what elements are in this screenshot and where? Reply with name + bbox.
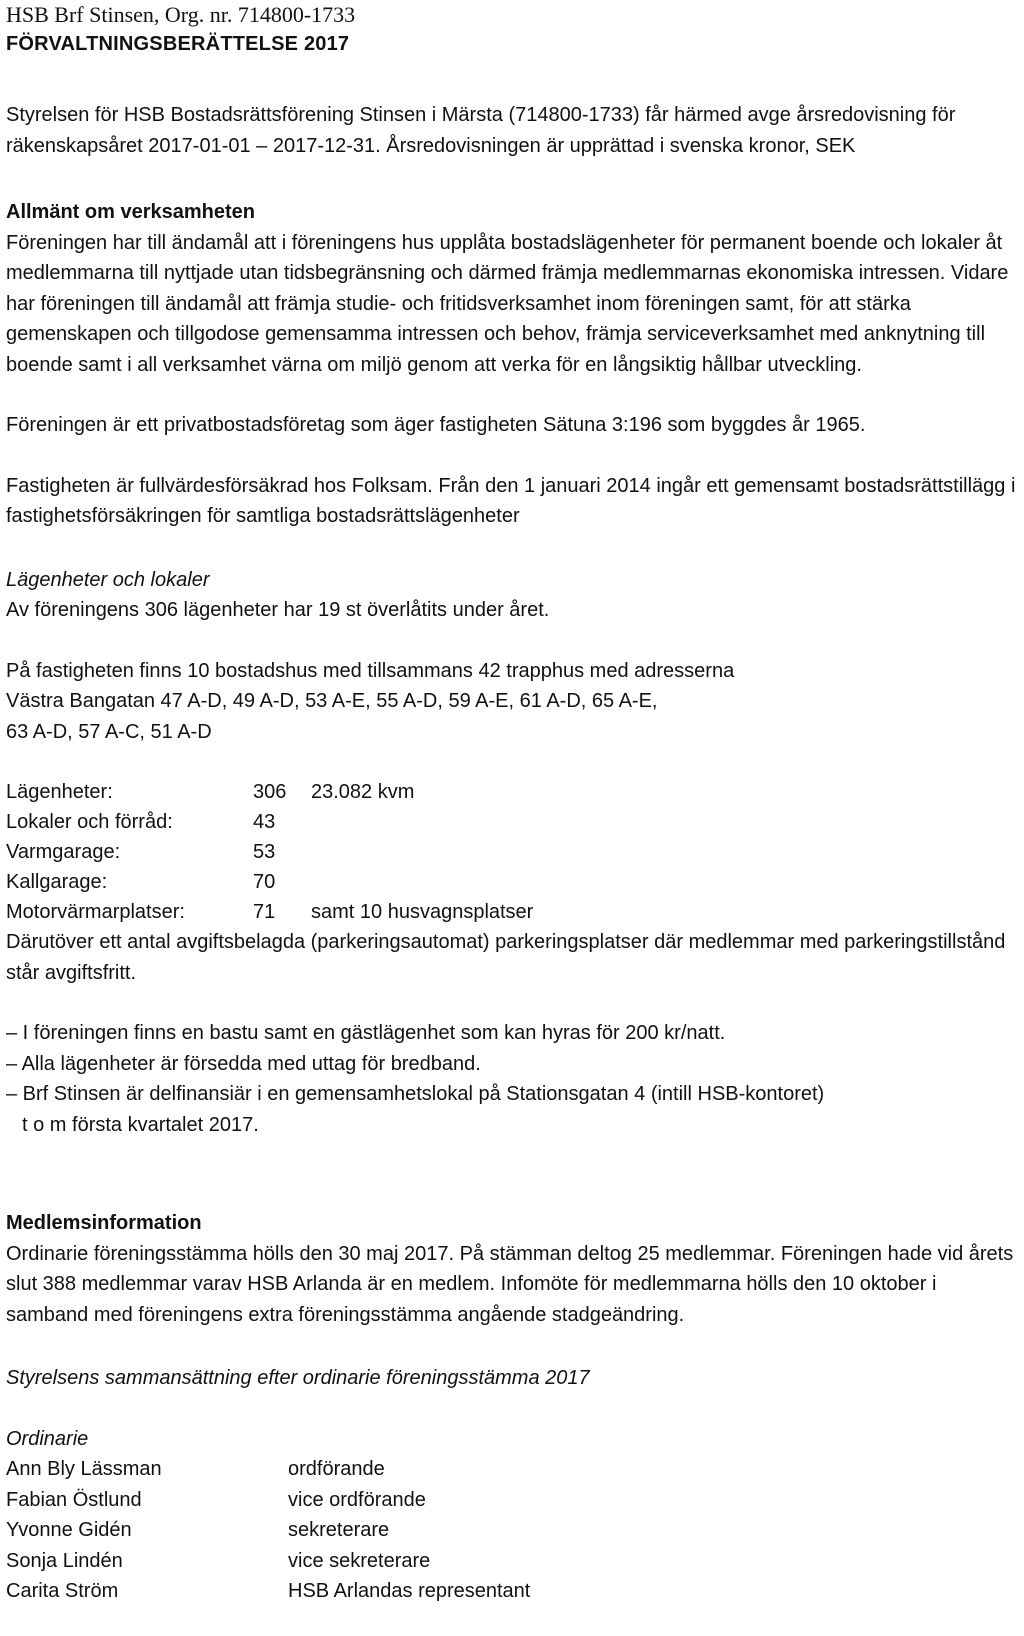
board-member-role: HSB Arlandas representant [288, 1580, 531, 1602]
members-heading: Medlemsinformation [6, 1212, 202, 1234]
facility-count: 43 [253, 811, 276, 833]
facility-extra: 23.082 kvm [311, 781, 415, 803]
facilities-row [6, 897, 533, 927]
facility-label: Kallgarage: [6, 871, 108, 893]
intro-paragraph: Styrelsen för HSB Bostadsrättsförening Stinsen i Märsta (714800-1733) får härmed avge årsredovisning för räkenskapsåret 2017-01-01 – 2017-12-31. Årsredovisningen är upprättad i svenska kronor, SEK [6, 104, 956, 157]
amenities-list [6, 1018, 1024, 1140]
facility-extra [311, 867, 533, 897]
members-paragraph: Ordinarie föreningsstämma hölls den 30 maj 2017. På stämman deltog 25 medlemmar. Föreningen hade vid årets slut 388 medlemmar varav HSB Arlanda är en medlem. Infomöte för medlemmarna hölls den 10 oktober i samband med föreningens extra föreningsstämma angående stadgeändring. [6, 1242, 1014, 1326]
facilities-row [6, 807, 533, 837]
board-member-name: Ann Bly Lässman [6, 1458, 162, 1480]
transfers-paragraph: Av föreningens 306 lägenheter har 19 st överlåtits under året. [6, 599, 550, 621]
facility-count: 306 [253, 781, 287, 803]
board-heading: Styrelsens sammansättning efter ordinarie föreningsstämma 2017 [6, 1367, 590, 1389]
facility-label: Lokaler och förråd: [6, 811, 173, 833]
board-member-name: Carita Ström [6, 1580, 119, 1602]
board-member-role: vice ordförande [288, 1488, 426, 1511]
report-title: FÖRVALTNINGSBERÄTTELSE 2017 [6, 33, 350, 55]
board-member-name: Fabian Östlund [6, 1488, 142, 1511]
addresses-line: På fastigheten finns 10 bostadshus med tillsammans 42 trapphus med adresserna [6, 659, 735, 682]
table-row [6, 1454, 530, 1485]
facilities-table [6, 777, 533, 927]
table-row [6, 1546, 530, 1577]
facility-extra [311, 807, 533, 837]
purpose-paragraph: Föreningen har till ändamål att i föreningens hus upplåta bostadslägenheter för permanent boende och lokaler åt medlemmarna till nyttjade utan tidsbegränsning och därmed främja medlemmarnas ekonomiska intressen. Vidare har föreningen till ändamål att främja studie- och fritidsverksamhet inom föreningen samt, för att stärka gemenskapen och tillgodose gemensamma intressen och behov, främja serviceverksamhet med anknytning till boende samt i all verksamhet värna om miljö genom att verka för en långsiktig hållbar utveckling. [6, 231, 1009, 376]
board-table [6, 1454, 530, 1607]
addresses-line: Västra Bangatan 47 A-D, 49 A-D, 53 A-E, 55 A-D, 59 A-E, 61 A-D, 65 A-E, [6, 690, 658, 712]
facility-count: 70 [253, 871, 276, 893]
table-row [6, 1485, 530, 1516]
apartments-heading: Lägenheter och lokaler [6, 568, 210, 591]
board-member-role: sekreterare [288, 1519, 390, 1541]
facilities-row [6, 777, 533, 807]
facility-label: Lägenheter: [6, 781, 113, 803]
list-item-continuation: t o m första kvartalet 2017. [22, 1113, 259, 1136]
organization-line: HSB Brf Stinsen, Org. nr. 714800-1733 [6, 2, 356, 27]
property-paragraph: Föreningen är ett privatbostadsföretag som äger fastigheten Sätuna 3:196 som byggdes år 1965. [6, 414, 866, 436]
insurance-paragraph: Fastigheten är fullvärdesförsäkrad hos Folksam. Från den 1 januari 2014 ingår ett gemensamt bostadsrättstillägg i fastighetsförsäkringen för samtliga bostadsrättslägenheter [6, 474, 1016, 527]
addresses-line: 63 A-D, 57 A-C, 51 A-D [6, 720, 212, 743]
facilities-row [6, 867, 533, 897]
facility-extra [311, 837, 533, 867]
board-member-name: Yvonne Gidén [6, 1519, 132, 1541]
facility-label: Motorvärmarplatser: [6, 901, 185, 923]
table-row [6, 1515, 530, 1546]
list-item: – I föreningen finns en bastu samt en gästlägenhet som kan hyras för 200 kr/natt. [6, 1022, 726, 1044]
general-heading: Allmänt om verksamheten [6, 201, 255, 223]
list-item: – Brf Stinsen är delfinansiär i en gemensamhetslokal på Stationsgatan 4 (intill HSB-kontoret) [6, 1083, 825, 1105]
addresses-block [6, 656, 1024, 748]
facility-label: Varmgarage: [6, 841, 121, 863]
parking-note: Därutöver ett antal avgiftsbelagda (parkeringsautomat) parkeringsplatser där medlemmar med parkeringstillstånd står avgiftsfritt. [6, 931, 1006, 984]
facility-extra: samt 10 husvagnsplatser [311, 901, 534, 923]
board-member-name: Sonja Lindén [6, 1549, 123, 1572]
board-member-role: ordförande [288, 1458, 385, 1480]
board-subheading: Ordinarie [6, 1427, 89, 1450]
facility-count: 53 [253, 841, 276, 863]
facilities-row [6, 837, 533, 867]
board-member-role: vice sekreterare [288, 1549, 431, 1572]
table-row [6, 1576, 530, 1607]
facility-count: 71 [253, 901, 276, 923]
list-item: – Alla lägenheter är försedda med uttag för bredband. [6, 1052, 481, 1075]
